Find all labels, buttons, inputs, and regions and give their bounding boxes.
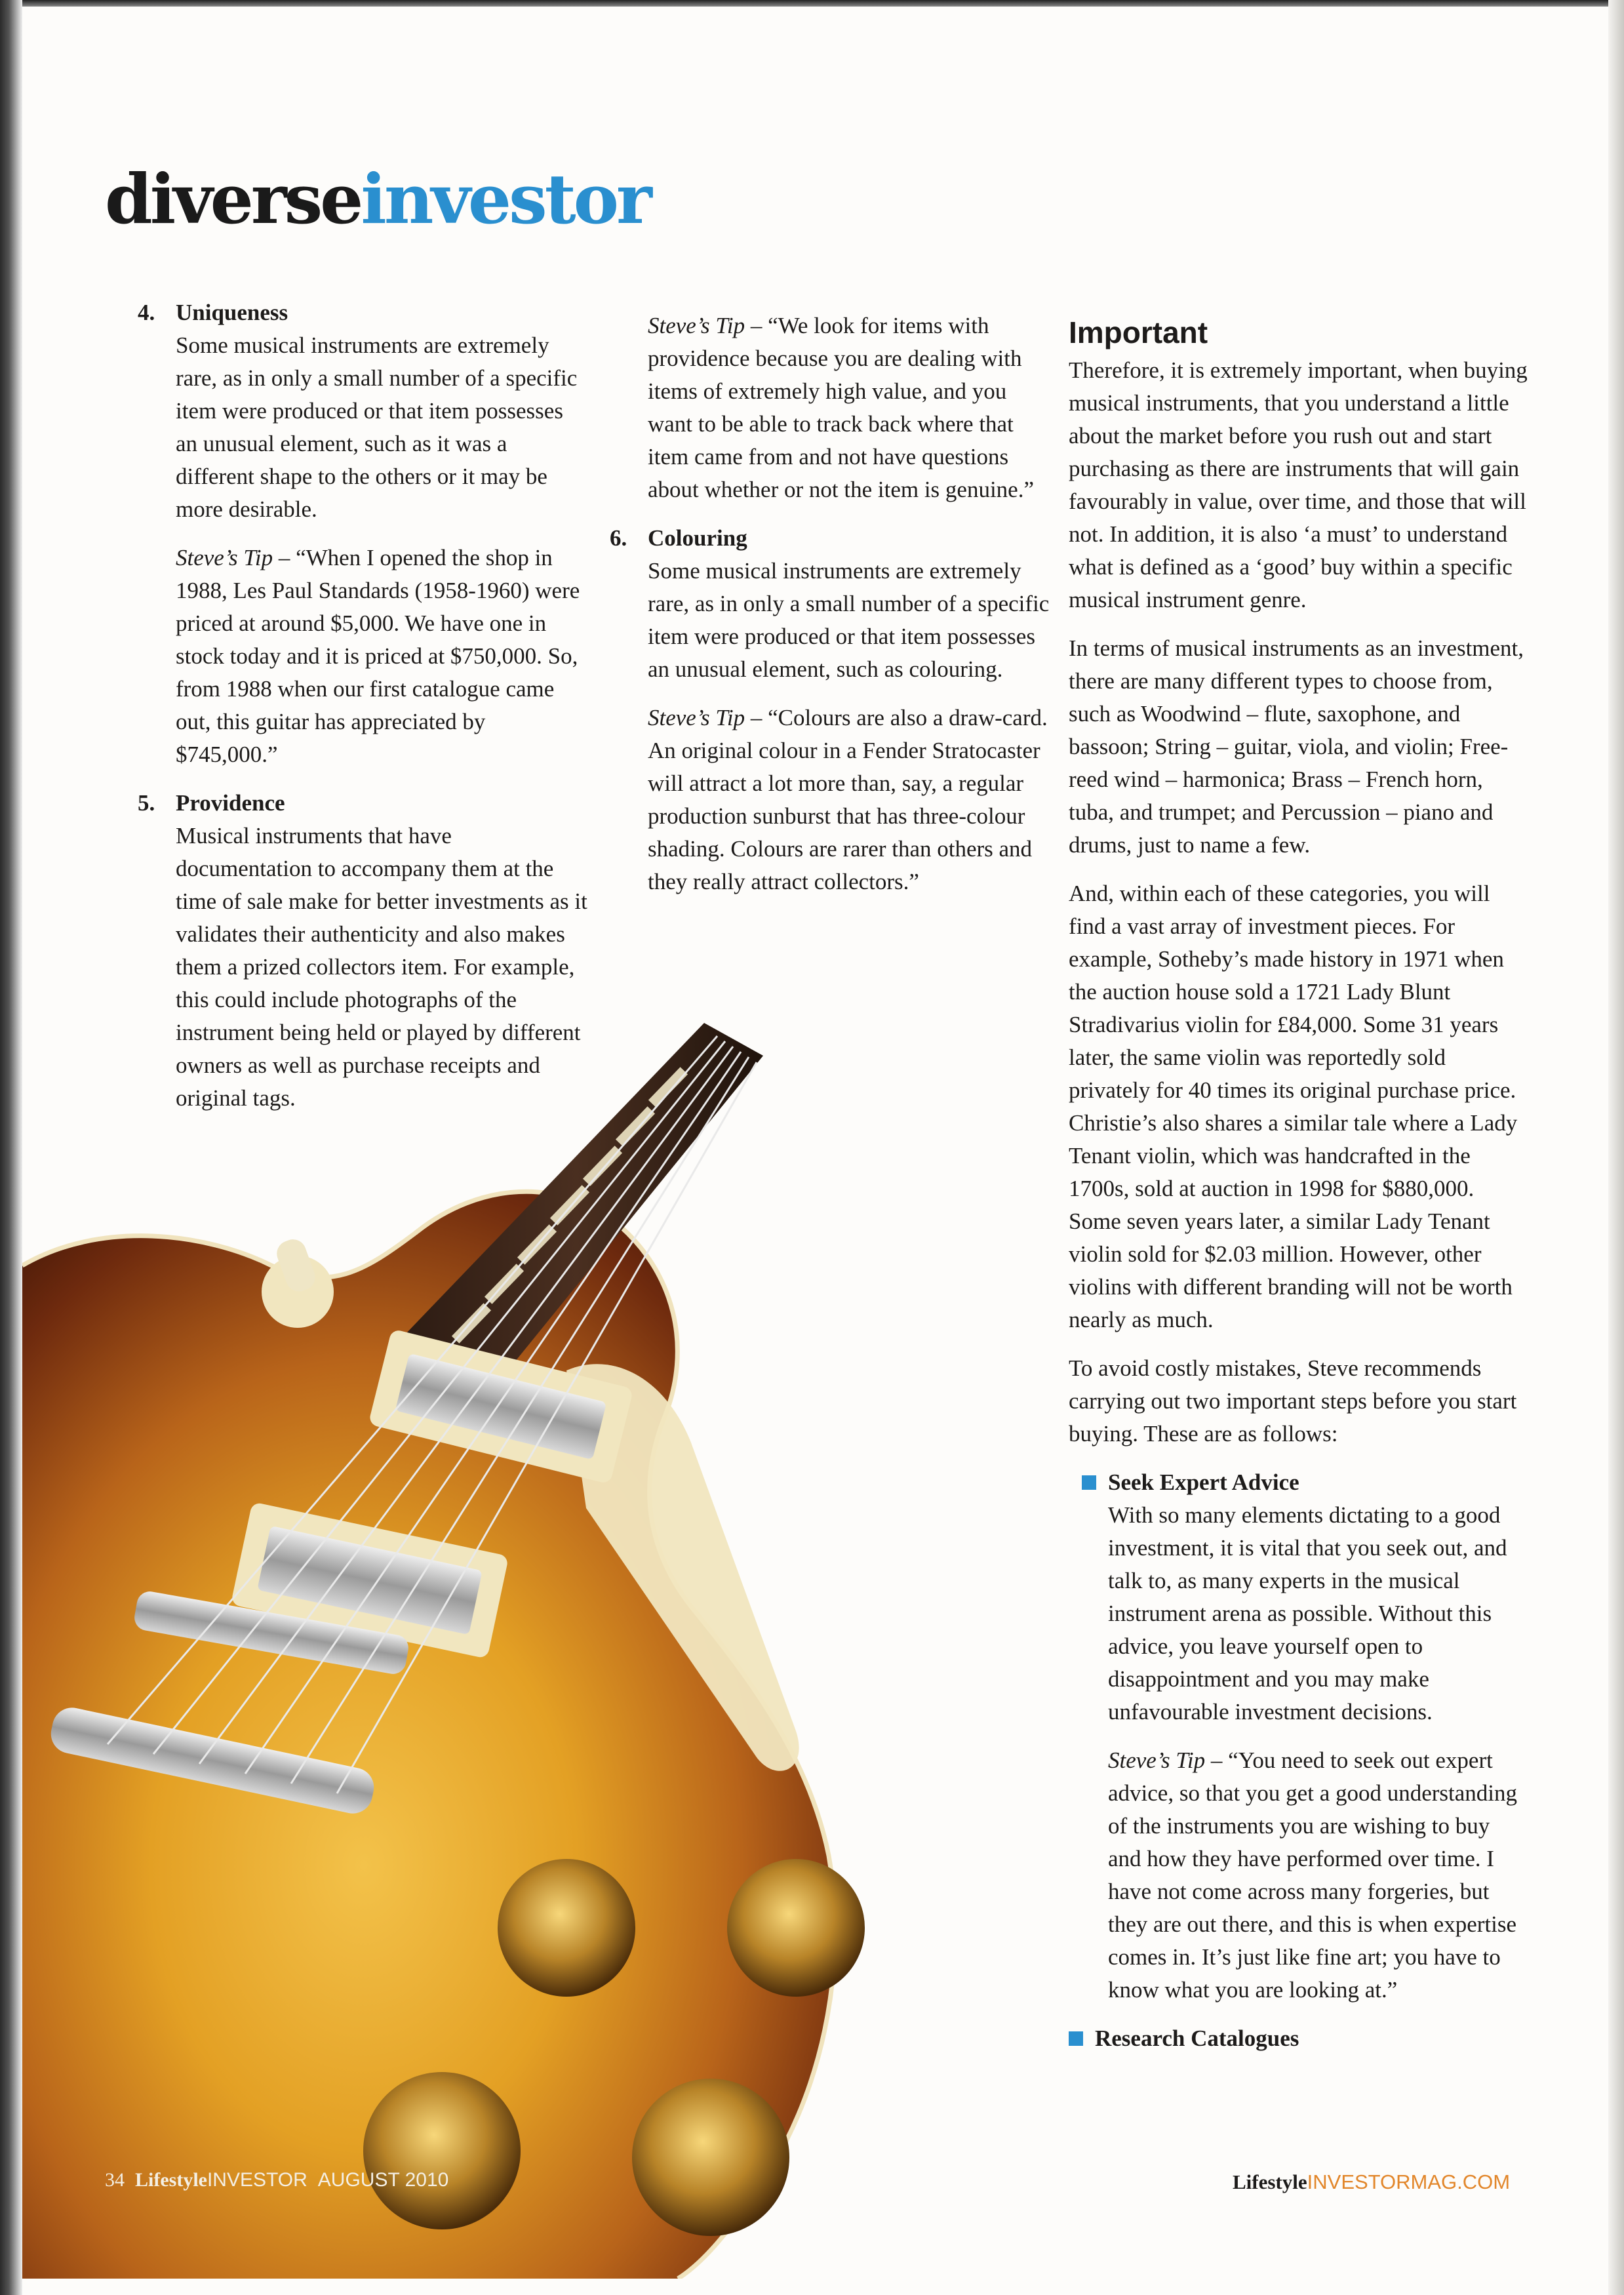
footer-right: [1233, 2170, 1510, 2194]
list-item-uniqueness: [138, 296, 590, 771]
paragraph: To avoid costly mistakes, Steve recommends carrying out two important steps before you start buying. These are as follows:: [1069, 1355, 1517, 1447]
steves-tip: [610, 309, 1056, 506]
page-right-edge: [1608, 0, 1624, 2295]
tip-text: – “You need to seek out expert advice, so that you get a good understanding of the instruments you are wishing to buy and how they have performed over time. I have not come across many forgeries, but they are out there, and this is when expertise comes in. It’s just like fine art; you have to know what you are looking at.”: [1108, 1747, 1518, 2003]
square-bullet-icon: [1082, 1475, 1096, 1490]
bullet-body: With so many elements dictating to a good investment, it is vital that you seek out, and talk to, as many experts in the musical instrument arena as possible. Without this advice, you leave yourself open to disappointment and you may make unfavourable investment decisions.: [1108, 1502, 1507, 1725]
footer-brand: Lifestyle: [135, 2169, 207, 2191]
footer-date: AUGUST 2010: [317, 2169, 449, 2191]
paragraph: In terms of musical instruments as an investment, there are many different types to choose from, such as Woodwind – flute, saxophone, and bassoon; String – guitar, viola, and violin; Free-reed wind – harmonica; Brass – French horn, tuba, and trumpet; and Percussion – piano and drums, just to name a few.: [1069, 635, 1524, 858]
list-item-providence: [138, 787, 590, 1115]
item-number: 5.: [138, 790, 155, 816]
page-binding-edge: [0, 0, 22, 2295]
steves-tip: [610, 702, 1056, 898]
bullet-heading: Seek Expert Advice: [1108, 1469, 1299, 1495]
item-number: 4.: [138, 300, 155, 325]
bullet-research-catalogues: [1069, 2022, 1528, 2055]
steves-tip: [138, 542, 590, 771]
bullet-seek-expert-advice: [1069, 1466, 1528, 2006]
tip-label: Steve’s Tip: [1108, 1747, 1206, 1773]
footer-brand: Lifestyle: [1233, 2170, 1307, 2193]
list-item-colouring: [610, 522, 1056, 898]
tip-text: – “We look for items with providence because you are dealing with items of extremely high value, and you want to be able to track back where that item came from and not have questions about whether or not the item is genuine.”: [648, 313, 1035, 502]
page-top-edge: [0, 0, 1624, 7]
item-body: Some musical instruments are extremely rare, as in only a small number of a specific item were produced or that item possesses an unusual element, such as it was a different shape to the others or it may be more desirable.: [176, 332, 578, 522]
footer-website: INVESTORMAG.COM: [1307, 2170, 1511, 2193]
column-three: [1069, 313, 1528, 2055]
steves-tip: [1082, 1744, 1528, 2006]
square-bullet-icon: [1069, 2031, 1083, 2046]
item-number: 6.: [610, 525, 627, 551]
tip-text: – “When I opened the shop in 1988, Les Paul Standards (1958-1960) were priced at around $5,000. We have one in stock today and it is priced at $750,000. So, from 1988 when our first catalogue came out, this guitar has appreciated by $745,000.”: [176, 545, 580, 767]
column-two: [610, 309, 1056, 898]
masthead-part-investor: investor: [361, 159, 650, 239]
item-heading: Providence: [176, 790, 285, 816]
section-masthead: [105, 159, 650, 239]
masthead-part-diverse: diverse: [105, 159, 361, 239]
tip-text: – “Colours are also a draw-card. An original colour in a Fender Stratocaster will attract a lot more than, say, a regular production sunburst that has three-colour shading. Colours are rarer than others and they really attract collectors.”: [648, 705, 1048, 894]
footer-left: [105, 2169, 448, 2191]
column-one: [138, 296, 590, 1115]
tip-label: Steve’s Tip: [648, 705, 745, 730]
item-body: Musical instruments that have documentation to accompany them at the time of sale make for better investments as it validates their authenticity and also makes them a prized collectors item. For example, this could include photographs of the instrument being held or played by different owners as well as purchase receipts and original tags.: [176, 823, 587, 1111]
footer-magazine: INVESTOR: [207, 2169, 307, 2191]
tip-label: Steve’s Tip: [648, 313, 745, 338]
guitar-photo: [22, 984, 1111, 2279]
item-body: Some musical instruments are extremely rare, as in only a small number of a specific item were produced or that item possesses an unusual element, such as colouring.: [648, 558, 1050, 682]
paragraph: And, within each of these categories, you will find a vast array of investment pieces. For example, Sotheby’s made history in 1971 when the auction house sold a 1721 Lady Blunt Stradivarius violin for £84,000. Some 31 years later, the same violin was reportedly sold privately for 40 times its original purchase price. Christie’s also shares a similar tale where a Lady Tenant violin, which was handcrafted in the 1700s, sold at auction in 1998 for $880,000. Some seven years later, a similar Lady Tenant violin sold for $2.03 million. However, other violins with different branding will not be worth nearly as much.: [1069, 881, 1518, 1332]
bullet-heading: Research Catalogues: [1095, 2026, 1299, 2051]
section-heading: Important: [1069, 315, 1208, 349]
item-heading: Uniqueness: [176, 300, 288, 325]
paragraph: Therefore, it is extremely important, when buying musical instruments, that you understand a little about the market before you rush out and start purchasing as there are instruments that will gain favourably in value, over time, and those that will not. In addition, it is also ‘a must’ to understand what is defined as a ‘good’ buy within a specific musical instrument genre.: [1069, 357, 1528, 612]
page-number: 34: [105, 2169, 125, 2191]
item-heading: Colouring: [648, 525, 747, 551]
tip-label: Steve’s Tip: [176, 545, 273, 570]
